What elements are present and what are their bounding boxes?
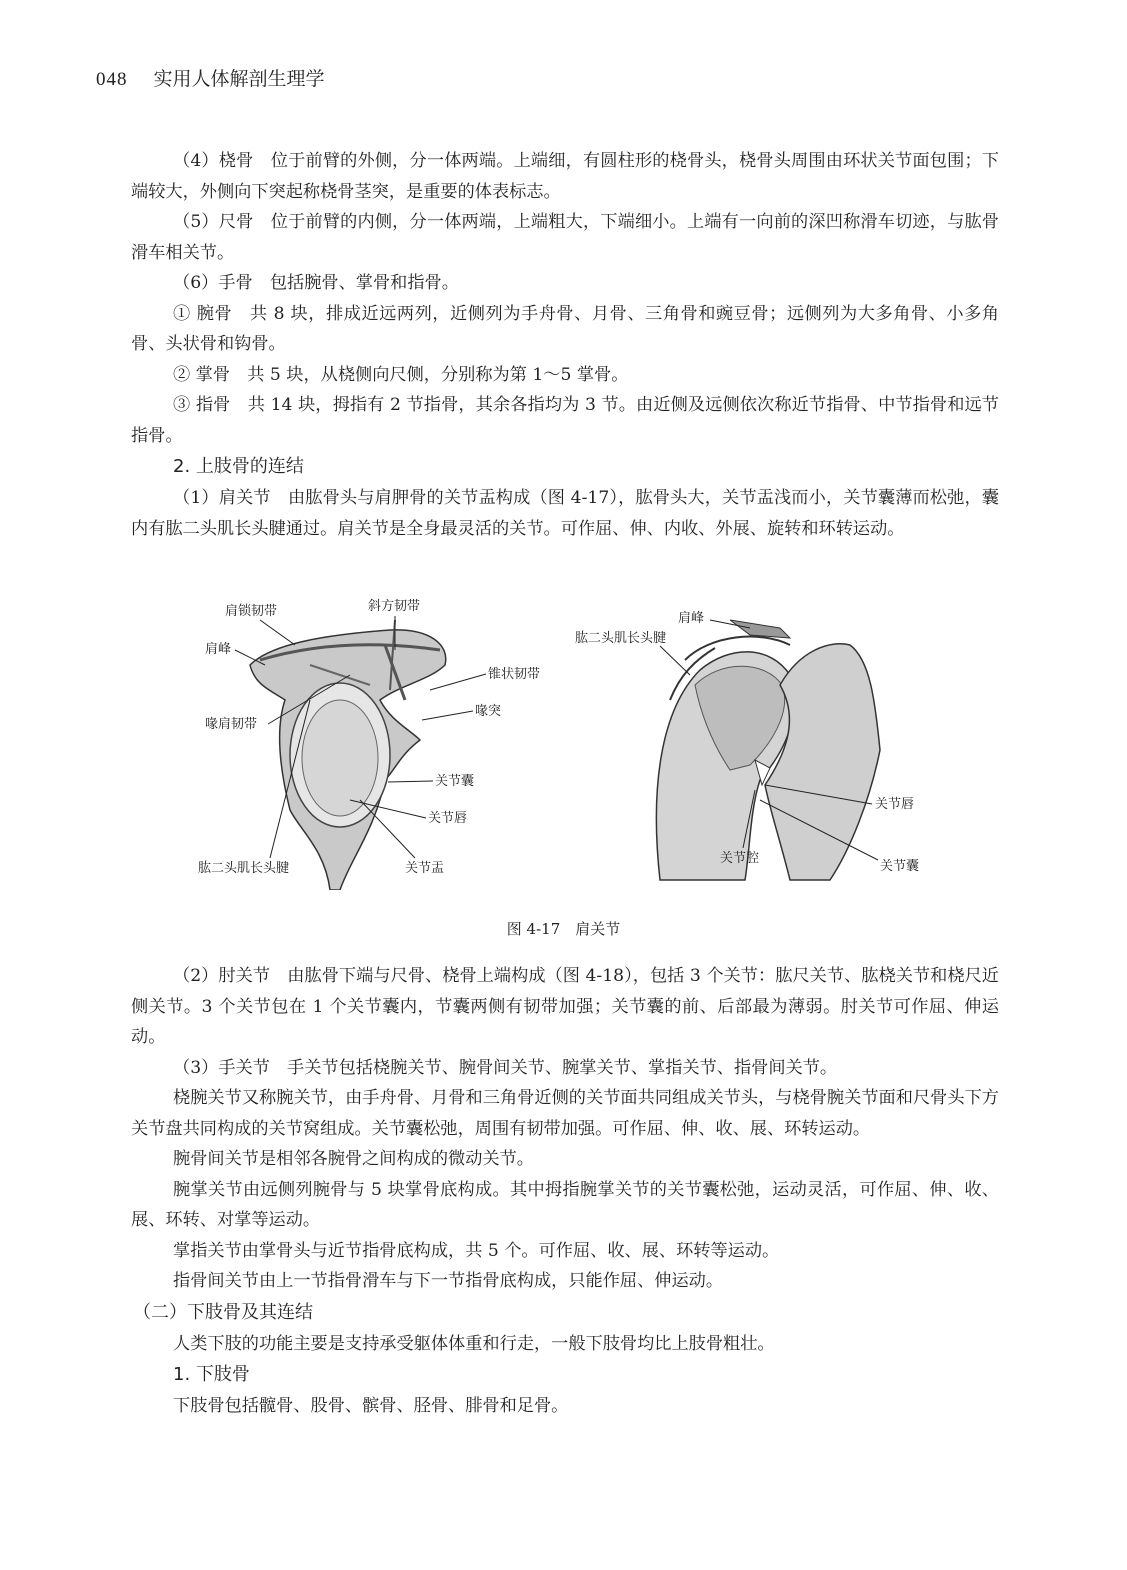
heading-lower-limb: （二）下肢骨及其连结 — [133, 1301, 313, 1323]
paragraph-hand-joints: （3）手关节 手关节包括桡腕关节、腕骨间关节、腕掌关节、掌指关节、指骨间关节。 — [173, 1057, 838, 1078]
figure-caption: 图 4-17 肩关节 — [506, 920, 621, 938]
label-joint-cavity: 关节腔 — [720, 851, 760, 866]
label-acromion-right: 肩峰 — [678, 611, 705, 626]
paragraph-carpals: ① 腕骨 共 8 块，排成近远两列，近侧列为手舟骨、月骨、三角骨和豌豆骨；远侧列为大多角骨、小多角骨、头状骨和钩骨。 — [131, 303, 999, 354]
label-coracoid-process: 喙突 — [475, 704, 502, 719]
label-coracoacromial-ligament: 喙肩韧带 — [205, 717, 258, 732]
label-joint-capsule-left: 关节囊 — [435, 774, 475, 789]
label-biceps-tendon-right: 肱二头肌长头腱 — [575, 631, 667, 646]
heading-lower-limb-bones: 1. 下肢骨 — [173, 1364, 250, 1385]
label-acromion-left: 肩峰 — [205, 642, 232, 657]
paragraph-ulna: （5）尺骨 位于前臂的内侧，分一体两端，上端粗大，下端细小。上端有一向前的深凹称滑车切迹，与肱骨滑车相关节。 — [131, 212, 999, 263]
label-glenoid-cavity: 关节盂 — [405, 861, 445, 876]
paragraph-lower-limb-intro: 人类下肢的功能主要是支持承受躯体体重和行走，一般下肢骨均比上肢骨粗壮。 — [173, 1333, 775, 1354]
page-header — [96, 64, 325, 91]
page-number: 048 — [96, 69, 128, 90]
paragraph-metacarpophalangeal-joint: 掌指关节由掌骨头与近节指骨底构成，共 5 个。可作屈、收、展、环转等运动。 — [173, 1240, 780, 1261]
paragraph-radius: （4）桡骨 位于前臂的外侧，分一体两端。上端细，有圆柱形的桡骨头，桡骨头周围由环状关节面包围；下端较大，外侧向下突起称桡骨茎突，是重要的体表标志。 — [131, 151, 999, 202]
paragraph-elbow-joint: （2）肘关节 由肱骨下端与尺骨、桡骨上端构成（图 4-18），包括 3 个关节：肱尺关节、肱桡关节和桡尺近侧关节。3 个关节包在 1 个关节囊内，节囊两侧有韧带加强；关节囊的前、后部最为薄弱。肘关节可作屈、伸运动。 — [131, 966, 999, 1047]
paragraph-hand-bones: （6）手骨 包括腕骨、掌骨和指骨。 — [173, 273, 459, 293]
shoulder-section-illustration — [656, 620, 880, 880]
paragraph-interphalangeal-joint: 指骨间关节由上一节指骨滑车与下一节指骨底构成，只能作屈、伸运动。 — [173, 1271, 724, 1291]
label-joint-capsule-right: 关节囊 — [880, 859, 920, 874]
label-acromioclavicular-ligament: 肩锁韧带 — [225, 604, 278, 619]
paragraph-phalanges: ③ 指骨 共 14 块，拇指有 2 节指骨，其余各指均为 3 节。由近侧及远侧依次称近节指骨、中节指骨和远节指骨。 — [131, 395, 999, 446]
label-glenoid-labrum-right: 关节唇 — [875, 797, 915, 812]
body-section-1 — [131, 146, 999, 544]
label-biceps-tendon-left: 肱二头肌长头腱 — [198, 861, 290, 876]
book-title: 实用人体解剖生理学 — [153, 68, 325, 90]
label-glenoid-labrum-left: 关节唇 — [428, 811, 468, 826]
label-trapezoid-ligament: 斜方韧带 — [368, 599, 421, 614]
paragraph-intercarpal-joint: 腕骨间关节是相邻各腕骨之间构成的微动关节。 — [173, 1149, 534, 1169]
paragraph-radiocarpal-joint: 桡腕关节又称腕关节，由手舟骨、月骨和三角骨近侧的关节面共同组成关节头，与桡骨腕关节面和尺骨头下方关节盘共同构成的关节窝组成。关节囊松弛，周围有韧带加强。可作屈、伸、收、展、环转运动。 — [131, 1088, 999, 1139]
paragraph-lower-limb-bones: 下肢骨包括髋骨、股骨、髌骨、胫骨、腓骨和足骨。 — [173, 1396, 569, 1416]
label-conoid-ligament: 锥状韧带 — [488, 667, 541, 682]
heading-upper-limb-joints: 2. 上肢骨的连结 — [173, 456, 304, 477]
body-section-2 — [131, 961, 999, 1422]
paragraph-metacarpals: ② 掌骨 共 5 块，从桡侧向尺侧，分别称为第 1～5 掌骨。 — [173, 364, 629, 385]
paragraph-carpometacarpal-joint: 腕掌关节由远侧列腕骨与 5 块掌骨底构成。其中拇指腕掌关节的关节囊松弛，运动灵活，可作屈、伸、收、展、环转、对掌等运动。 — [131, 1179, 999, 1230]
paragraph-shoulder-joint: （1）肩关节 由肱骨头与肩胛骨的关节盂构成（图 4-17），肱骨头大，关节盂浅而小，关节囊薄而松弛，囊内有肱二头肌长头腱通过。肩关节是全身最灵活的关节。可作屈、伸、内收、外展、旋转和环转运动。 — [131, 488, 999, 539]
shoulder-joint-figure — [190, 590, 950, 890]
shoulder-anterior-illustration — [250, 620, 446, 890]
